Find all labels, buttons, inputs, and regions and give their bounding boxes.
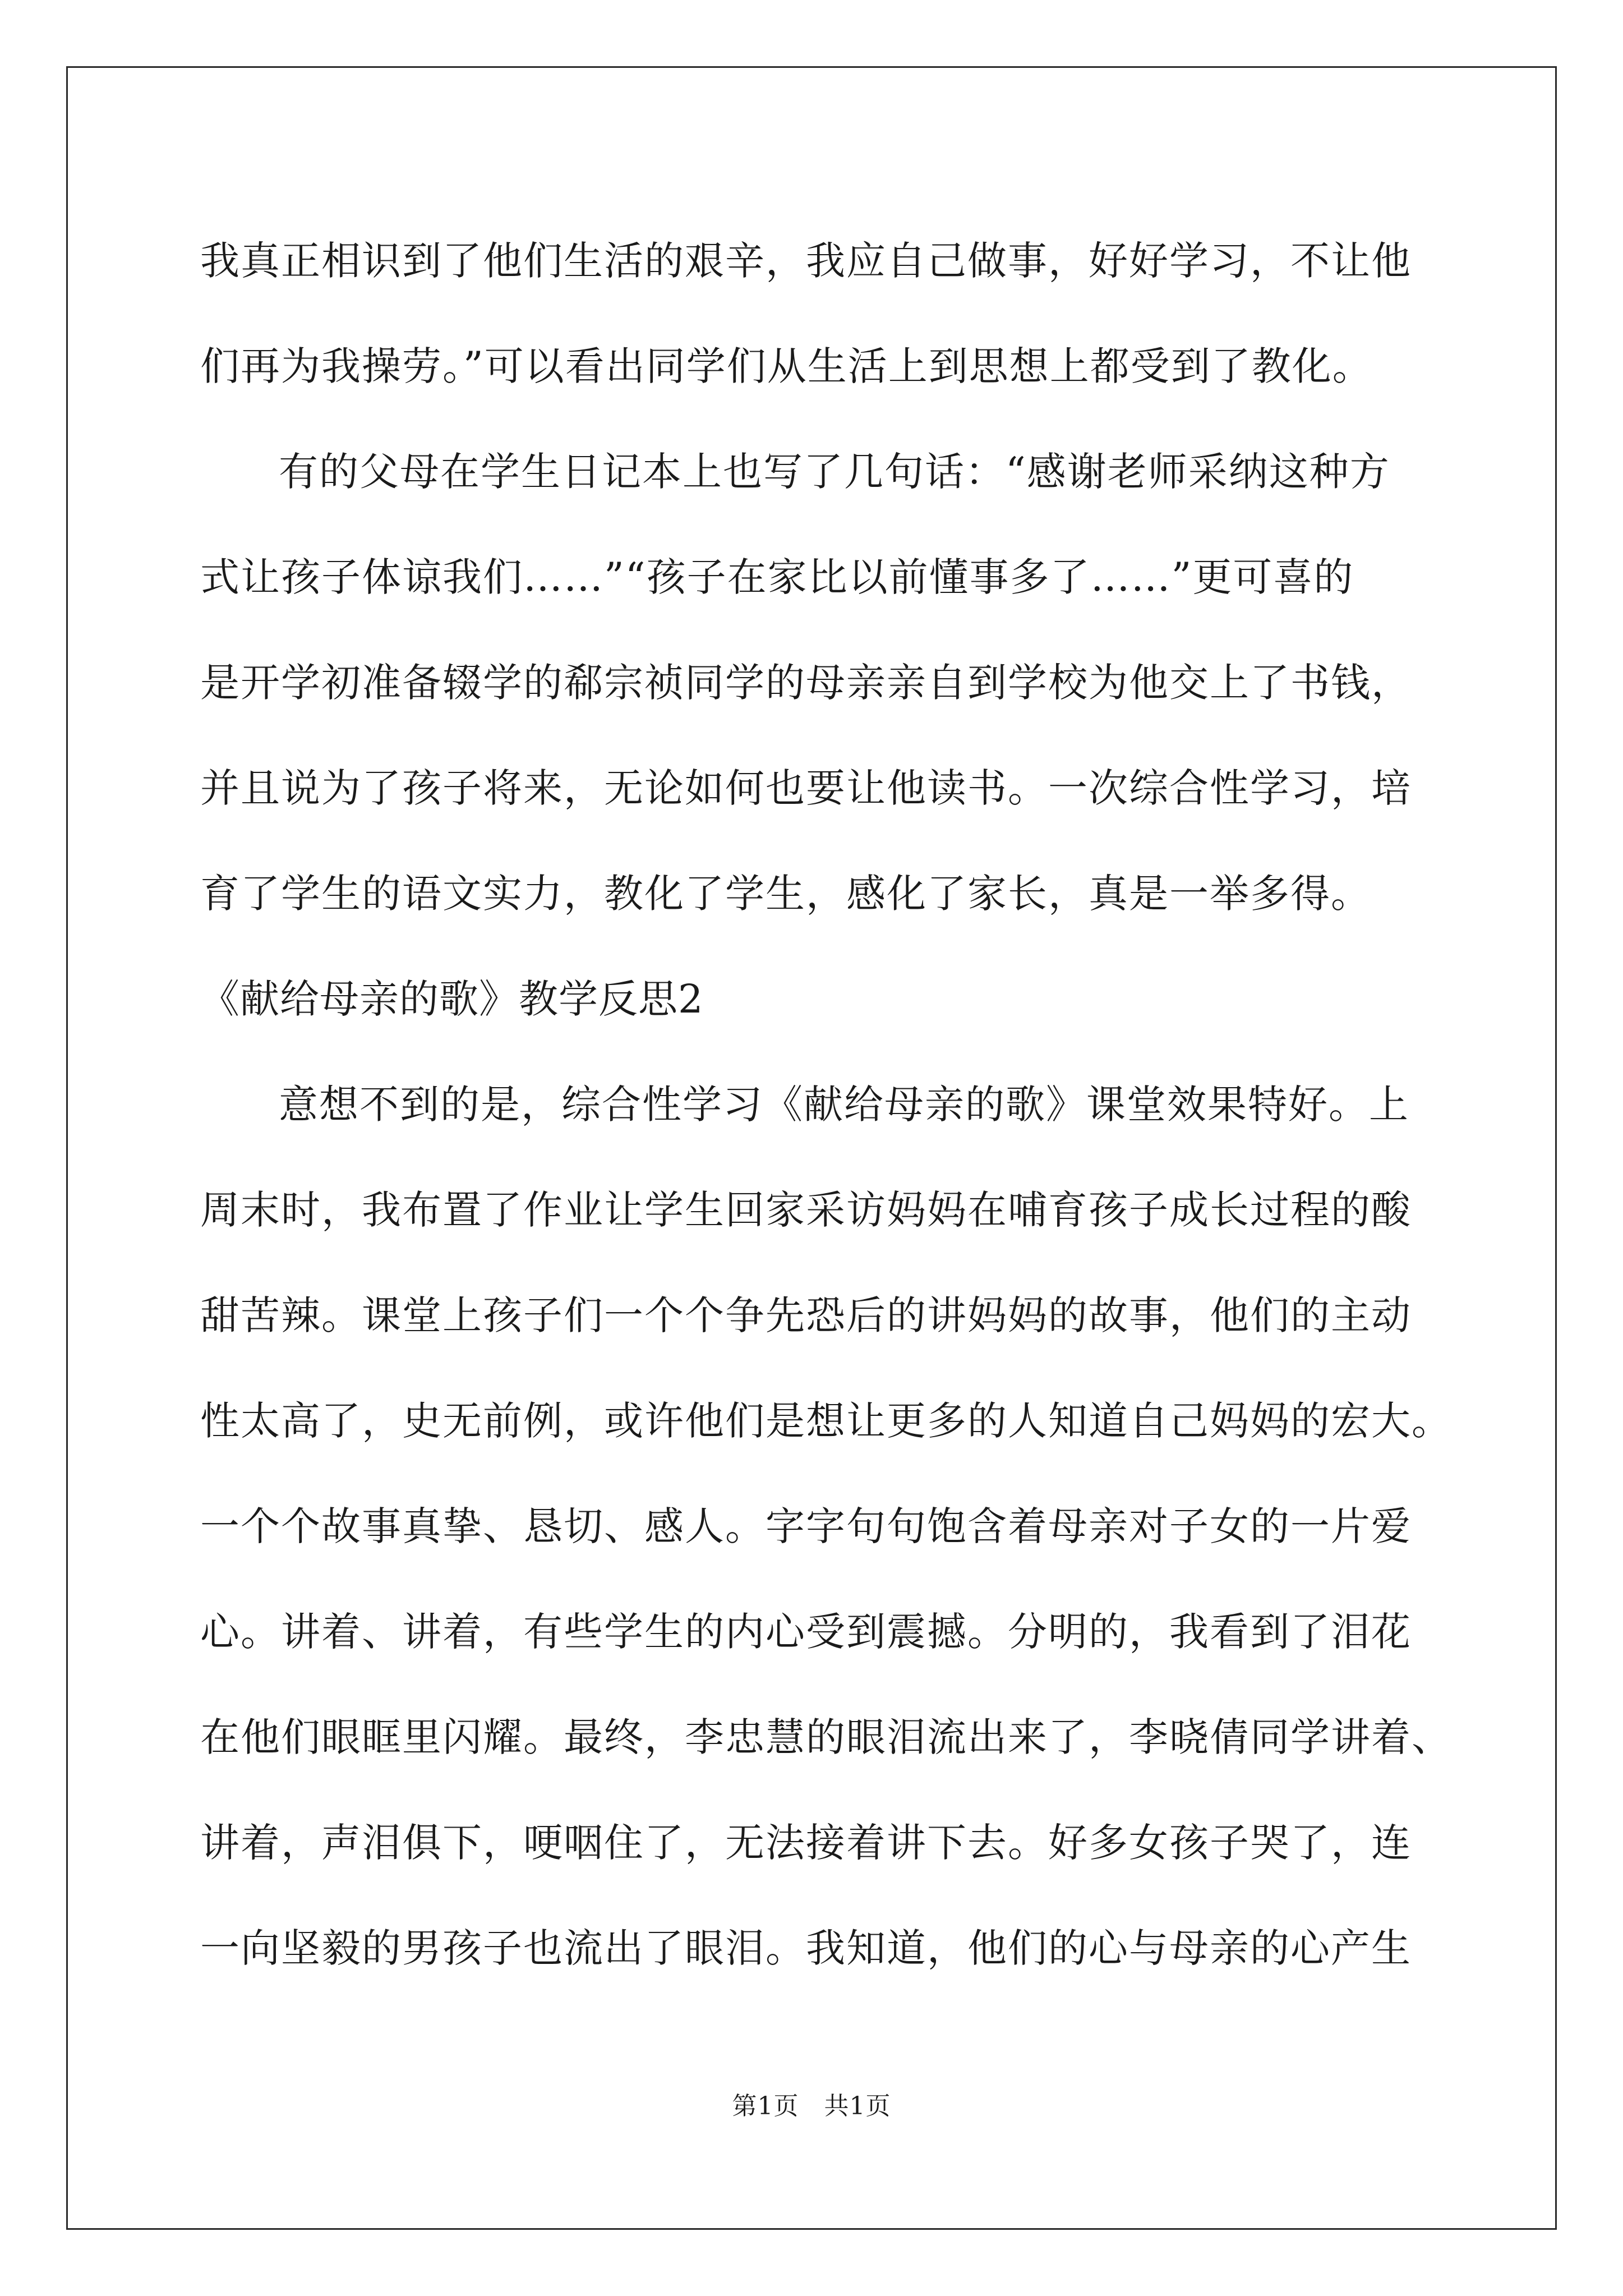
text-line: 一个个故事真挚、恳切、感人。字字句句饱含着母亲对子女的一片爱 (200, 1503, 1412, 1549)
text-line: 讲着，声泪俱下，哽咽住了，无法接着讲下去。好多女孩子哭了，连 (200, 1820, 1412, 1866)
text-line: 一向坚毅的男孩子也流出了眼泪。我知道，他们的心与母亲的心产生 (200, 1925, 1412, 1971)
text-line: 我真正相识到了他们生活的艰辛，我应自己做事，好好学习，不让他 (200, 238, 1412, 284)
document-body (200, 216, 1452, 2009)
page-number-footer: 第1页 共1页 (732, 2092, 891, 2120)
text-line: 周末时，我布置了作业让学生回家采访妈妈在哺育孩子成长过程的酸 (200, 1187, 1412, 1233)
text-line: 育了学生的语文实力，教化了学生，感化了家长，真是一举多得。 (200, 871, 1371, 917)
text-line: 性太高了，史无前例，或许他们是想让更多的人知道自己妈妈的宏大。 (200, 1398, 1452, 1444)
text-line: 在他们眼眶里闪耀。最终，李忠慧的眼泪流出来了，李晓倩同学讲着、 (200, 1714, 1452, 1760)
text-line: 甜苦辣。课堂上孩子们一个个争先恐后的讲妈妈的故事，他们的主动 (200, 1292, 1412, 1338)
text-line: 心。讲着、讲着，有些学生的内心受到震撼。分明的，我看到了泪花 (200, 1609, 1412, 1655)
text-line: 们再为我操劳。”可以看出同学们从生活上到思想上都受到了教化。 (200, 343, 1373, 389)
section-heading: 《献给母亲的歌》教学反思2 (200, 976, 704, 1022)
text-line: 并且说为了孩子将来，无论如何也要让他读书。一次综合性学习，培 (200, 765, 1412, 811)
paragraph-start-line: 意想不到的是，综合性学习《献给母亲的歌》课堂效果特好。上 (279, 1082, 1409, 1128)
text-line: 式让孩子体谅我们……”“孩子在家比以前懂事多了……”更可喜的 (200, 554, 1354, 600)
text-line: 是开学初准备辍学的郗宗祯同学的母亲亲自到学校为他交上了书钱， (200, 660, 1412, 706)
paragraph-start-line: 有的父母在学生日记本上也写了几句话：“感谢老师采纳这种方 (279, 449, 1390, 495)
